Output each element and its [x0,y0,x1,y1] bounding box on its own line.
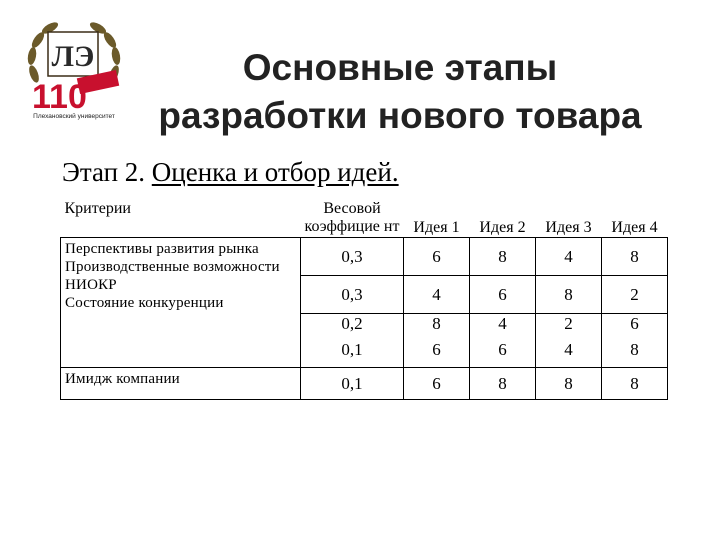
header-weight: Весовой коэффицие нт [304,200,400,235]
header-idea-1: Идея 1 [413,219,460,236]
university-logo [20,14,128,122]
header-criteria: Критерии [64,200,131,217]
score-cell: 8 [470,238,536,276]
score-cell: 8 [470,368,536,400]
criteria-group-cell [61,238,301,368]
score-cell: 6 [404,334,470,368]
score-cell: 4 [536,238,602,276]
laurel-emblem-icon [20,14,128,122]
criteria-label: Состояние конкуренции [65,295,224,311]
weight-cell: 0,3 [301,276,404,314]
score-cell: 8 [404,314,470,334]
score-cell: 6 [602,314,668,334]
score-cell: 8 [536,368,602,400]
header-idea-2: Идея 2 [479,219,526,236]
header-idea-4: Идея 4 [611,219,658,236]
table-row [61,238,668,276]
title-line-1: Основные этапы [242,47,558,88]
title-line-2: разработки нового товара [158,95,642,136]
score-cell: 4 [470,314,536,334]
score-cell: 8 [536,276,602,314]
stage-text: Оценка и отбор идей. [151,157,399,187]
score-cell: 4 [536,334,602,368]
score-cell: 2 [536,314,602,334]
logo-monogram: ЛЭ [51,40,95,73]
criteria-table [60,200,668,400]
criteria-label: Перспективы развития рынка [65,241,259,257]
stage-prefix: Этап 2. [62,157,146,187]
weight-cell: 0,1 [301,334,404,368]
score-cell: 8 [602,334,668,368]
criteria-label: НИОКР [65,277,117,293]
score-cell: 6 [470,276,536,314]
score-cell: 6 [470,334,536,368]
score-cell: 6 [404,238,470,276]
header-idea-3: Идея 3 [545,219,592,236]
table-row [61,368,668,400]
table-header-row [61,200,668,238]
score-cell: 8 [602,238,668,276]
page-title [120,44,680,140]
score-cell: 2 [602,276,668,314]
criteria-label: Имидж компании [61,368,301,400]
stage-subtitle [62,156,399,188]
weight-cell: 0,3 [301,238,404,276]
weight-cell: 0,1 [301,368,404,400]
score-cell: 6 [404,368,470,400]
score-cell: 4 [404,276,470,314]
logo-number: 110 [32,78,87,116]
score-cell: 8 [602,368,668,400]
logo-ribbon-text: Плехановский университет [33,113,115,120]
criteria-label: Производственные возможности [65,259,280,275]
weight-cell: 0,2 [301,314,404,334]
